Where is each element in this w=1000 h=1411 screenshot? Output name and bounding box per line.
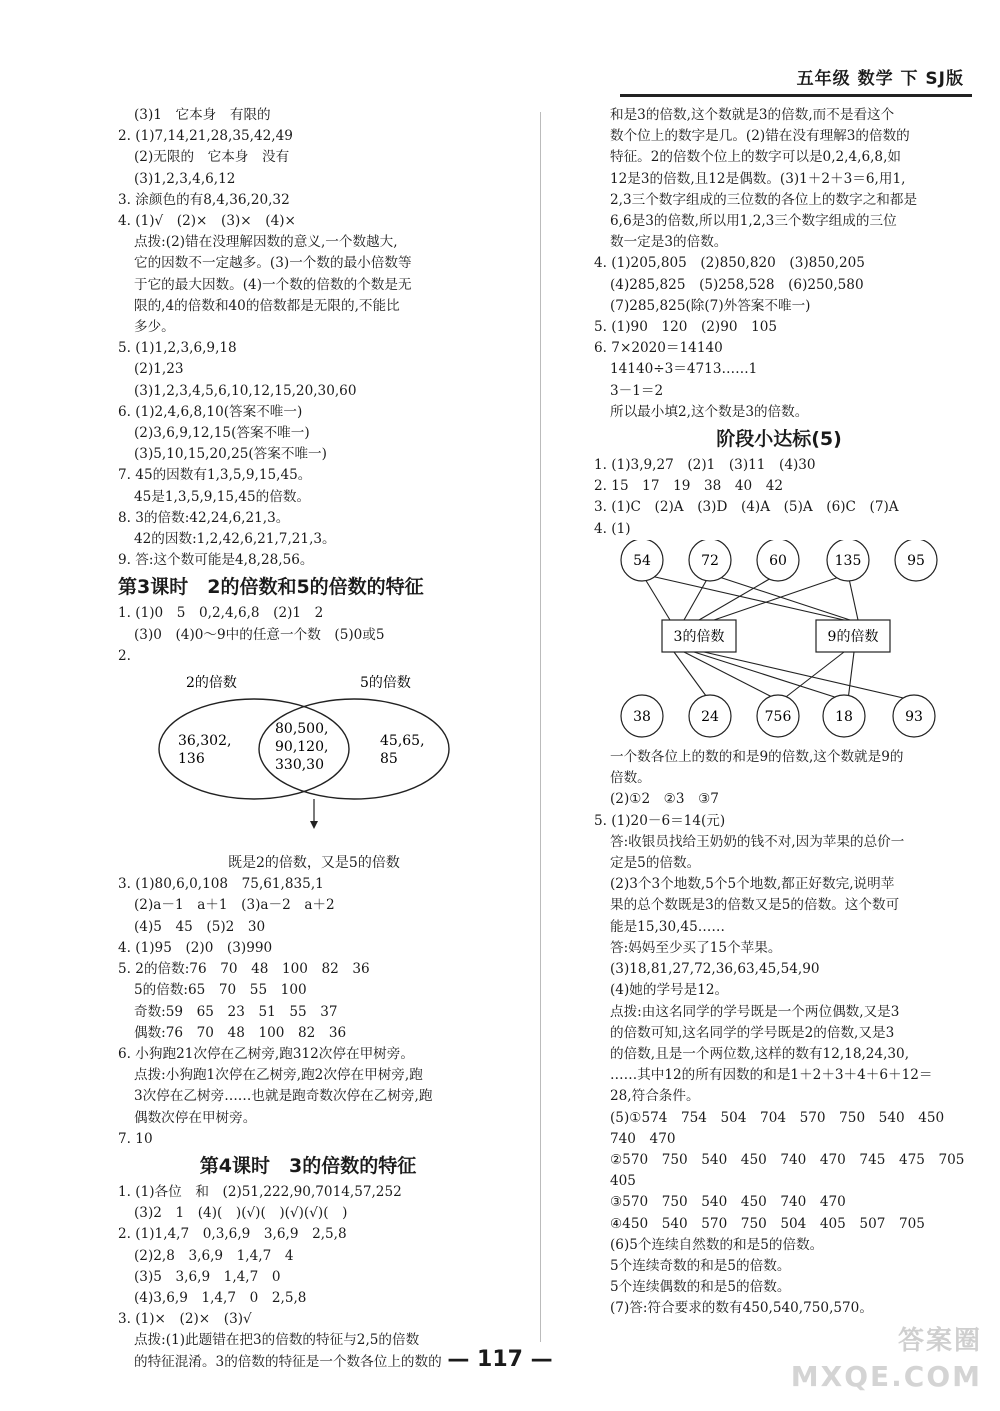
header-rule bbox=[620, 94, 972, 97]
answer-line: (2)2,8 3,6,9 1,4,7 4 bbox=[134, 1247, 294, 1264]
answer-line: 5个连续奇数的和是5的倍数。 bbox=[610, 1257, 791, 1274]
answer-line: (7)答:符合要求的数有450,540,750,570。 bbox=[610, 1300, 873, 1317]
link-3-18 bbox=[694, 652, 844, 700]
answer-line: (3)1 它本身 有限的 bbox=[134, 107, 271, 123]
answer-line: 偶数次停在甲树旁。 bbox=[134, 1109, 257, 1126]
answer-line: (3)5 3,6,9 1,4,7 0 bbox=[134, 1268, 281, 1285]
answer-line: (6)5个连续自然数的和是5的倍数。 bbox=[610, 1236, 824, 1253]
venn-right-only-1: 45,65, bbox=[380, 733, 425, 750]
answer-line: 12是3的倍数,且12是偶数。(3)1＋2＋3＝6,用1, bbox=[610, 170, 906, 187]
answer-line: (5)①574 754 504 704 570 750 540 450 bbox=[610, 1109, 945, 1126]
answers-block-right-c bbox=[594, 747, 964, 1319]
answer-line: 点拨:由这名同学的学号既是一个两位偶数,又是3 bbox=[610, 1003, 900, 1020]
link-9-18 bbox=[848, 652, 854, 700]
link-3-756 bbox=[684, 652, 778, 700]
answer-line: 1. (1)各位 和 (2)51,222,90,7014,57,252 bbox=[118, 1183, 402, 1200]
answer-line: 的倍数,且是一个两位数,这样的数有12,18,24,30, bbox=[610, 1045, 910, 1062]
answer-line: 一个数各位上的数的和是9的倍数,这个数就是9的 bbox=[610, 749, 904, 766]
answer-line: 405 bbox=[610, 1173, 636, 1190]
venn-arrow-head bbox=[310, 821, 318, 829]
answer-line: 7. 10 bbox=[118, 1130, 153, 1147]
column-divider bbox=[540, 112, 541, 1342]
answer-line: 3次停在乙树旁……也就是跑奇数次停在乙树旁,跑 bbox=[134, 1088, 433, 1105]
answer-line: ③570 750 540 450 740 470 bbox=[610, 1194, 846, 1211]
venn-left-only-1: 36,302, bbox=[178, 733, 232, 750]
answer-line: 2,3三个数字组成的三位数的各位上的数字之和都是 bbox=[610, 191, 918, 208]
venn-both-3: 330,30 bbox=[275, 757, 324, 774]
venn-label-left: 2的倍数 bbox=[186, 675, 237, 692]
page-header: 五年级 数学 下 SJ版 bbox=[796, 69, 964, 89]
node-label-18: 18 bbox=[835, 708, 853, 725]
answer-line: 的特征混淆。3的倍数的特征是一个数各位上的数的 bbox=[134, 1353, 442, 1370]
answer-line: 答:妈妈至少买了15个苹果。 bbox=[610, 939, 782, 956]
box-label-9: 9的倍数 bbox=[827, 628, 879, 645]
answer-line: 2. (1)1,4,7 0,3,6,9 3,6,9 2,5,8 bbox=[118, 1226, 347, 1243]
answer-line: (2)1,23 bbox=[134, 361, 184, 378]
answers-block-right-a bbox=[594, 105, 964, 423]
answer-line: 4. (1)205,805 (2)850,820 (3)850,205 bbox=[594, 255, 865, 272]
answer-line: 偶数:76 70 48 100 82 36 bbox=[134, 1024, 347, 1041]
answer-line: 限的,4的倍数和40的倍数都是无限的,不能比 bbox=[134, 297, 400, 314]
venn-label-right: 5的倍数 bbox=[360, 675, 411, 692]
answer-line: (2)a－1 a＋1 (3)a－2 a＋2 bbox=[134, 897, 335, 914]
answer-line: (3)1,2,3,4,5,6,10,12,15,20,30,60 bbox=[134, 382, 357, 399]
answer-line: (3)1,2,3,4,6,12 bbox=[134, 170, 236, 187]
answers-block-d bbox=[118, 1182, 498, 1373]
node-label-93: 93 bbox=[905, 708, 923, 725]
answer-line: 740 470 bbox=[610, 1130, 676, 1147]
answer-line: 它的因数不一定越多。(3)一个数的最小倍数等 bbox=[134, 255, 412, 272]
answer-line: 6. (1)2,4,6,8,10(答案不唯一) bbox=[118, 403, 303, 420]
link-3-93 bbox=[704, 652, 912, 700]
answer-line: 28,符合条件。 bbox=[610, 1088, 700, 1105]
answers-block-right-b bbox=[594, 455, 964, 540]
answer-line: 1. (1)0 5 0,2,4,6,8 (2)1 2 bbox=[118, 605, 324, 622]
answer-line: 数个位上的数字是几。(2)错在没有理解3的倍数的 bbox=[610, 128, 910, 145]
right-column bbox=[594, 105, 964, 1320]
answer-line: 3. 涂颜色的有8,4,36,20,32 bbox=[118, 191, 290, 208]
section-heading-lesson-3: 第3课时 2的倍数和5的倍数的特征 bbox=[118, 576, 424, 599]
answer-line: 14140÷3＝4713……1 bbox=[610, 361, 758, 378]
answer-line: 特征。2的倍数个位上的数字可以是0,2,4,6,8,如 bbox=[610, 149, 901, 166]
answer-line: (2)3,6,9,12,15(答案不唯一) bbox=[134, 425, 310, 442]
node-label-54: 54 bbox=[633, 552, 651, 569]
answer-line: (4)她的学号是12。 bbox=[610, 982, 729, 999]
answer-line: 的倍数可知,这名同学的学号既是2的倍数,又是3 bbox=[610, 1024, 895, 1041]
answer-line: 45是1,3,5,9,15,45的倍数。 bbox=[134, 488, 311, 505]
multiples-diagram bbox=[594, 540, 964, 740]
answer-line: 2. bbox=[118, 647, 131, 664]
answer-line: 多少。 bbox=[134, 319, 175, 336]
answers-block-a bbox=[118, 105, 498, 571]
answer-line: 点拨:(1)此题错在把3的倍数的特征与2,5的倍数 bbox=[134, 1332, 420, 1349]
answer-line: (3)5,10,15,20,25(答案不唯一) bbox=[134, 446, 327, 463]
link-54-9 bbox=[642, 574, 844, 620]
answer-line: 6,6是3的倍数,所以用1,2,3三个数字组成的三位 bbox=[610, 213, 897, 230]
answer-line: ②570 750 540 450 740 470 745 475 705 bbox=[610, 1151, 965, 1168]
node-label-95: 95 bbox=[907, 552, 925, 569]
answer-line: (3)18,81,27,72,36,63,45,54,90 bbox=[610, 961, 820, 978]
answer-line: 奇数:59 65 23 51 55 37 bbox=[134, 1003, 338, 1020]
answer-line: 答:收银员找给王奶奶的钱不对,因为苹果的总价一 bbox=[610, 833, 905, 850]
answer-line: 5. (1)90 120 (2)90 105 bbox=[594, 319, 778, 336]
answer-line: 能是15,30,45…… bbox=[610, 918, 725, 935]
answer-line: 5的倍数:65 70 55 100 bbox=[134, 982, 307, 999]
answer-line: 5个连续偶数的和是5的倍数。 bbox=[610, 1279, 791, 1296]
venn-diagram bbox=[118, 667, 498, 845]
answer-line: 数一定是3的倍数。 bbox=[610, 234, 728, 251]
answer-line: ……其中12的所有因数的和是1＋2＋3＋4＋6＋12＝ bbox=[610, 1067, 933, 1084]
link-3-24 bbox=[674, 652, 709, 700]
answer-line: (2)①2 ②3 ③7 bbox=[610, 791, 719, 808]
answer-line: 8. 3的倍数:42,24,6,21,3。 bbox=[118, 509, 290, 526]
answer-line: 4. (1)95 (2)0 (3)990 bbox=[118, 939, 273, 956]
answer-line: 3. (1)80,6,0,108 75,61,835,1 bbox=[118, 876, 324, 893]
answers-block-b bbox=[118, 603, 498, 667]
left-column bbox=[118, 105, 498, 1373]
answer-line: 3－1＝2 bbox=[610, 382, 664, 399]
venn-caption: 既是2的倍数，又是5的倍数 bbox=[228, 855, 400, 872]
answer-line: ④450 540 570 750 504 405 507 705 bbox=[610, 1215, 925, 1232]
answer-line: 点拨:小狗跑1次停在乙树旁,跑2次停在甲树旁,跑 bbox=[134, 1067, 423, 1084]
answers-block-c bbox=[118, 874, 498, 1150]
answer-line: (7)285,825(除(7)外答案不唯一) bbox=[610, 297, 811, 314]
venn-left-only-2: 136 bbox=[178, 751, 205, 768]
answer-line: 果的总个数既是3的倍数又是5的倍数。这个数可 bbox=[610, 897, 900, 914]
box-label-3: 3的倍数 bbox=[673, 628, 725, 645]
answer-line: (4)3,6,9 1,4,7 0 2,5,8 bbox=[134, 1289, 307, 1306]
link-9-756 bbox=[782, 652, 844, 700]
watermark-site: MXQE.COM bbox=[790, 1360, 982, 1393]
answer-line: 6. 小狗跑21次停在乙树旁,跑312次停在甲树旁。 bbox=[118, 1045, 414, 1062]
answer-line: 42的因数:1,2,42,6,21,7,21,3。 bbox=[134, 531, 336, 548]
answer-line: 6. 7×2020＝14140 bbox=[594, 340, 723, 357]
answer-line: (4)5 45 (5)2 30 bbox=[134, 918, 266, 935]
answer-line: 5. (1)20－6＝14(元) bbox=[594, 812, 726, 829]
answer-line: 于它的最大因数。(4)一个数的倍数的个数是无 bbox=[134, 276, 412, 293]
answer-line: 定是5的倍数。 bbox=[610, 855, 701, 872]
venn-right-only-2: 85 bbox=[380, 751, 398, 768]
node-label-24: 24 bbox=[701, 708, 719, 725]
answer-line: (3)0 (4)0～9中的任意一个数 (5)0或5 bbox=[134, 626, 385, 643]
node-label-60: 60 bbox=[769, 552, 787, 569]
page-number: — 117 — bbox=[447, 1347, 553, 1372]
answer-line: 倍数。 bbox=[610, 770, 651, 787]
venn-both-1: 80,500, bbox=[275, 721, 329, 738]
answer-line: 3. (1)C (2)A (3)D (4)A (5)A (6)C (7)A bbox=[594, 499, 899, 516]
section-heading-lesson-4: 第4课时 3的倍数的特征 bbox=[199, 1154, 417, 1177]
answer-line: 7. 45的因数有1,3,5,9,15,45。 bbox=[118, 467, 312, 484]
answer-line: 3. (1)× (2)× (3)√ bbox=[118, 1311, 252, 1328]
answer-line: (2)无限的 它本身 没有 bbox=[134, 149, 290, 166]
answer-line: 5. 2的倍数:76 70 48 100 82 36 bbox=[118, 961, 370, 978]
answer-line: 2. (1)7,14,21,28,35,42,49 bbox=[118, 128, 293, 145]
answer-line: 5. (1)1,2,3,6,9,18 bbox=[118, 340, 237, 357]
node-label-135: 135 bbox=[834, 552, 862, 569]
answer-line: 2. 15 17 19 38 40 42 bbox=[594, 478, 784, 495]
node-label-756: 756 bbox=[764, 708, 792, 725]
answer-line: 9. 答:这个数可能是4,8,28,56。 bbox=[118, 552, 314, 569]
answer-line: 1. (1)3,9,27 (2)1 (3)11 (4)30 bbox=[594, 457, 816, 474]
node-label-72: 72 bbox=[701, 552, 719, 569]
answer-line: 4. (1)√ (2)× (3)× (4)× bbox=[118, 213, 296, 230]
answer-line: (3)2 1 (4)( )(√)( )(√)(√)( ) bbox=[134, 1205, 348, 1222]
answer-line: 4. (1) bbox=[594, 520, 631, 537]
node-label-38: 38 bbox=[633, 708, 651, 725]
watermark-logo: 答案圈 bbox=[897, 1326, 982, 1356]
section-heading-stage-test: 阶段小达标(5) bbox=[716, 428, 842, 451]
answer-line: (2)3个3个地数,5个5个地数,都正好数完,说明苹 bbox=[610, 876, 895, 893]
answer-line: 所以最小填2,这个数是3的倍数。 bbox=[610, 403, 809, 420]
answer-line: 点拨:(2)错在没理解因数的意义,一个数越大, bbox=[134, 234, 398, 251]
answer-line: (4)285,825 (5)258,528 (6)250,580 bbox=[610, 276, 864, 293]
answer-line: 和是3的倍数,这个数就是3的倍数,而不是看这个 bbox=[610, 107, 895, 123]
venn-both-2: 90,120, bbox=[275, 739, 329, 756]
